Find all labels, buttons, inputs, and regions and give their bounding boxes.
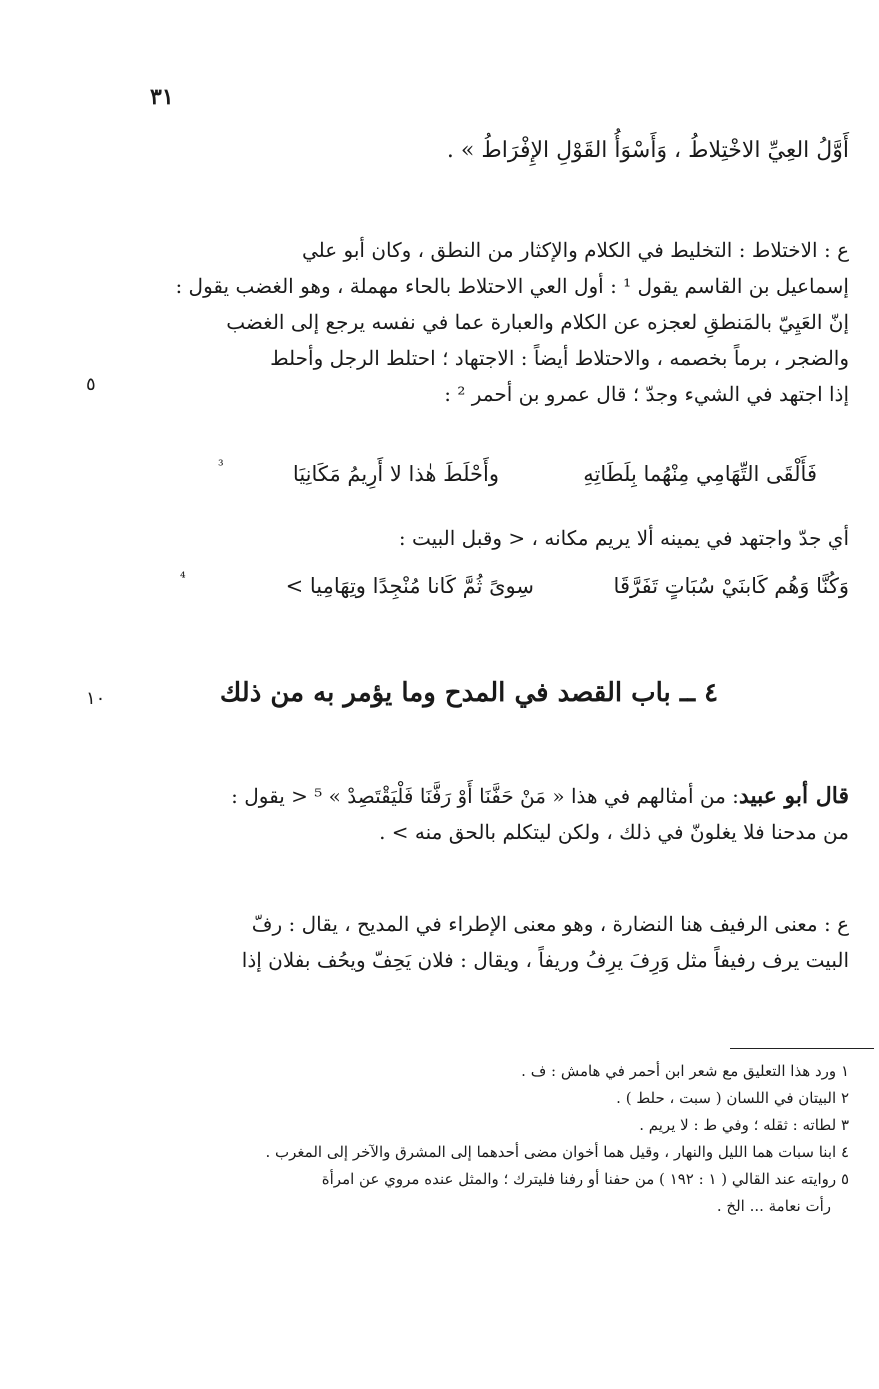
- proverb-paragraph: [129, 778, 849, 850]
- footnote-5-continuation: رأت نعامة ... الخ .: [716, 1197, 831, 1215]
- margin-line-number-10: ١٠: [86, 688, 106, 709]
- paragraph-line: من مدحنا فلا يغلونّ في ذلك ، ولكن ليتكلم بالحق منه > .: [379, 820, 849, 844]
- verse2-footnote-marker: ⁴: [180, 570, 186, 586]
- footnotes: [89, 1058, 849, 1220]
- commentary-paragraph-1: [129, 232, 849, 412]
- paragraph-line: إسماعيل بن القاسم يقول ¹ : أول العي الاحتلاط بالحاء مهملة ، وهو الغضب يقول :: [175, 274, 849, 298]
- page-number: ٣١: [150, 84, 174, 110]
- verse2-second-hemistich: سِوىً ثُمَّ كَانا مُنْجِدًا وتِهَامِيا >: [285, 574, 534, 598]
- verse1-second-hemistich: وأَحْلَطَ هٰذا لا أَرِيمُ مَكَانِيَا: [292, 462, 499, 486]
- verse1-footnote-marker: ³: [218, 458, 224, 474]
- verse1-first-hemistich: فَأَلْقَى التِّهَامِي مِنْهُما بِلَطَاتِهِ: [583, 462, 817, 486]
- commentary-paragraph-3: [129, 906, 849, 978]
- footnote-4: ٤ ابنا سبات هما الليل والنهار ، وقيل هما أخوان مضى أحدهما إلى المشرق والآخر إلى المغرب .: [265, 1143, 849, 1161]
- paragraph-line: إنّ العَيِيّ بالمَنطقِ لعجزه عن الكلام والعبارة عما في نفسه يرجع إلى الغضب: [226, 310, 849, 334]
- paragraph-line: إذا اجتهد في الشيء وجدّ ؛ قال عمرو بن أحمر ² :: [444, 382, 849, 406]
- footnote-1: ١ ورد هذا التعليق مع شعر ابن أحمر في هامش : ف .: [521, 1062, 849, 1080]
- footnote-3: ٣ لطاته : ثقله ؛ وفي ط : لا يريم .: [639, 1116, 849, 1134]
- paragraph-line: البيت يرف رفيفاً مثل وَرِفَ يرِفُ وريفاً ، ويقال : فلان يَحِفّ ويحُف بفلان إذا: [241, 948, 849, 972]
- paragraph-line: ع : معنى الرفيف هنا النضارة ، وهو معنى الإطراء في المديح ، يقال : رفّ: [251, 912, 849, 936]
- commentary-paragraph-2: أي جدّ واجتهد في يمينه ألا يريم مكانه ، < وقبل البيت :: [398, 526, 849, 550]
- paragraph-line: والضجر ، برماً بخصمه ، والاحتلاط أيضاً : الاجتهاد ؛ احتلط الرجل وأحلط: [270, 346, 849, 370]
- proverb-line: أَوَّلُ العِيِّ الاخْتِلاطُ ، وَأَسْوَأُ القَوْلِ الإِفْرَاطُ » .: [446, 138, 849, 163]
- verse2-first-hemistich: وَكُنَّا وَهُم كَابنَيْ سُبَاتٍ تَفَرَّقَا: [613, 574, 849, 598]
- paragraph-line: ع : الاختلاط : التخليط في الكلام والإكثار من النطق ، وكان أبو علي: [301, 238, 849, 262]
- margin-line-number-5: ٥: [86, 374, 96, 395]
- chapter-heading: ٤ ــ باب القصد في المدح وما يؤمر به من ذلك: [219, 678, 719, 708]
- footnote-5: ٥ روايته عند القالي ( ١ : ١٩٢ ) من حفنا أو رفنا فليترك ؛ والمثل عنده مروي عن امرأة: [321, 1170, 849, 1188]
- paragraph-line: [129, 778, 849, 814]
- footnote-2: ٢ البيتان في اللسان ( سبت ، حلط ) .: [616, 1089, 849, 1107]
- paragraph-text: : من أمثالهم في هذا « مَنْ حَفَّنَا أَوْ رَفَّنَا فَلْيَقْتَصِدْ » ⁵ < يقول :: [231, 784, 739, 808]
- speaker-name: قال أبو عبيد: [738, 783, 849, 809]
- footnote-divider: [730, 1048, 874, 1049]
